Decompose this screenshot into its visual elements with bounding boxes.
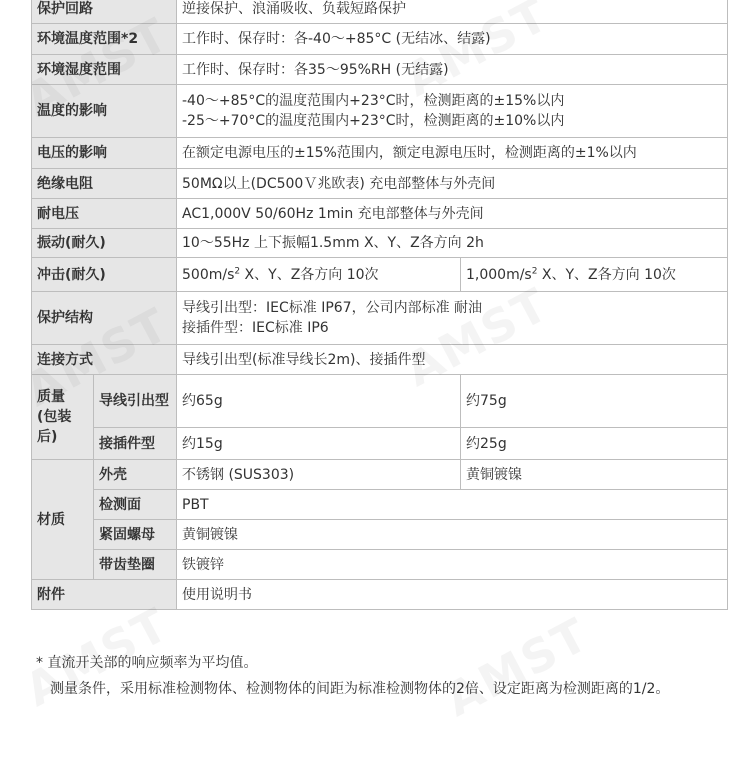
sub-label: 接插件型 xyxy=(94,428,177,460)
table-row xyxy=(32,258,728,292)
sub-label: 带齿垫圈 xyxy=(94,550,177,580)
row-value: AC1,000V 50/60Hz 1min 充电部整体与外壳间 xyxy=(177,199,728,229)
row-label: 绝缘电阻 xyxy=(32,169,177,199)
row-value: 10～55Hz 上下振幅1.5mm X、Y、Z各方向 2h xyxy=(177,229,728,258)
row-value: 导线引出型(标准导线长2m)、接插件型 xyxy=(177,345,728,375)
row-value: 黄铜镀镍 xyxy=(177,520,728,550)
row-value: 约65g xyxy=(177,375,461,428)
mass-label-line: 后) xyxy=(37,429,58,445)
row-label: 冲击(耐久) xyxy=(32,258,177,292)
row-value: 逆接保护、浪涌吸收、负载短路保护 xyxy=(177,0,728,24)
row-value: 工作时、保存时：各-40～+85°C (无结冰、结露) xyxy=(177,24,728,55)
row-value xyxy=(461,258,728,292)
shock-b-rest: X、Y、Z各方向 10次 xyxy=(537,266,676,283)
superscript: 2 xyxy=(234,265,241,276)
row-value: 铁镀锌 xyxy=(177,550,728,580)
sub-label: 外壳 xyxy=(94,460,177,490)
footnotes xyxy=(36,650,669,702)
table-row xyxy=(32,169,728,199)
table-row xyxy=(32,229,728,258)
row-value xyxy=(177,292,728,345)
spec-table xyxy=(31,0,728,610)
row-value: 黄铜镀镍 xyxy=(461,460,728,490)
row-label: 环境湿度范围 xyxy=(32,55,177,85)
value-line: 导线引出型：IEC标准 IP67，公司内部标准 耐油 xyxy=(182,300,483,316)
table-row xyxy=(32,85,728,138)
value-line: -25～+70°C的温度范围内+23°C时，检测距离的±10%以内 xyxy=(182,113,565,129)
mass-label-line: (包装 xyxy=(37,409,72,425)
value-line: 接插件型：IEC标准 IP6 xyxy=(182,320,329,336)
table-row xyxy=(32,138,728,169)
row-value: 工作时、保存时：各35～95%RH (无结露) xyxy=(177,55,728,85)
row-value: 使用说明书 xyxy=(177,580,728,610)
row-label: 电压的影响 xyxy=(32,138,177,169)
table-row xyxy=(32,520,728,550)
sub-label: 检测面 xyxy=(94,490,177,520)
row-label: 附件 xyxy=(32,580,177,610)
row-value: PBT xyxy=(177,490,728,520)
sub-label: 导线引出型 xyxy=(94,375,177,428)
row-value: 在额定电源电压的±15%范围内，额定电源电压时，检测距离的±1%以内 xyxy=(177,138,728,169)
sub-label: 紧固螺母 xyxy=(94,520,177,550)
table-row xyxy=(32,460,728,490)
row-value: 约75g xyxy=(461,375,728,428)
row-label: 振动(耐久) xyxy=(32,229,177,258)
table-row xyxy=(32,375,728,428)
row-label: 耐电压 xyxy=(32,199,177,229)
superscript: 2 xyxy=(531,265,538,276)
mass-label xyxy=(32,375,94,460)
footnote: 测量条件，采用标准检测物体、检测物体的间距为标准检测物体的2倍、设定距离为检测距离的1/2。 xyxy=(50,681,670,697)
shock-a-text: 500m/s xyxy=(182,266,235,283)
table-row xyxy=(32,550,728,580)
table-row xyxy=(32,55,728,85)
row-value: 不锈钢 (SUS303) xyxy=(177,460,461,490)
footnote: * 直流开关部的响应频率为平均值。 xyxy=(36,655,258,671)
shock-b-text: 1,000m/s xyxy=(466,266,532,283)
table-row xyxy=(32,580,728,610)
shock-a-rest: X、Y、Z各方向 10次 xyxy=(240,266,379,283)
row-label: 保护回路 xyxy=(32,0,177,24)
table-row xyxy=(32,292,728,345)
table-row xyxy=(32,24,728,55)
table-row xyxy=(32,0,728,24)
table-row xyxy=(32,345,728,375)
row-label: 环境温度范围*2 xyxy=(32,24,177,55)
row-value xyxy=(177,85,728,138)
row-label: 连接方式 xyxy=(32,345,177,375)
row-label: 保护结构 xyxy=(32,292,177,345)
mass-label-line: 质量 xyxy=(37,389,65,405)
value-line: -40～+85°C的温度范围内+23°C时，检测距离的±15%以内 xyxy=(182,93,565,109)
table-row xyxy=(32,428,728,460)
table-row xyxy=(32,490,728,520)
row-value: 约25g xyxy=(461,428,728,460)
material-label: 材质 xyxy=(32,460,94,580)
table-row xyxy=(32,199,728,229)
row-value xyxy=(177,258,461,292)
row-value: 50MΩ以上(DC500Ｖ兆欧表) 充电部整体与外壳间 xyxy=(177,169,728,199)
row-value: 约15g xyxy=(177,428,461,460)
row-label: 温度的影响 xyxy=(32,85,177,138)
